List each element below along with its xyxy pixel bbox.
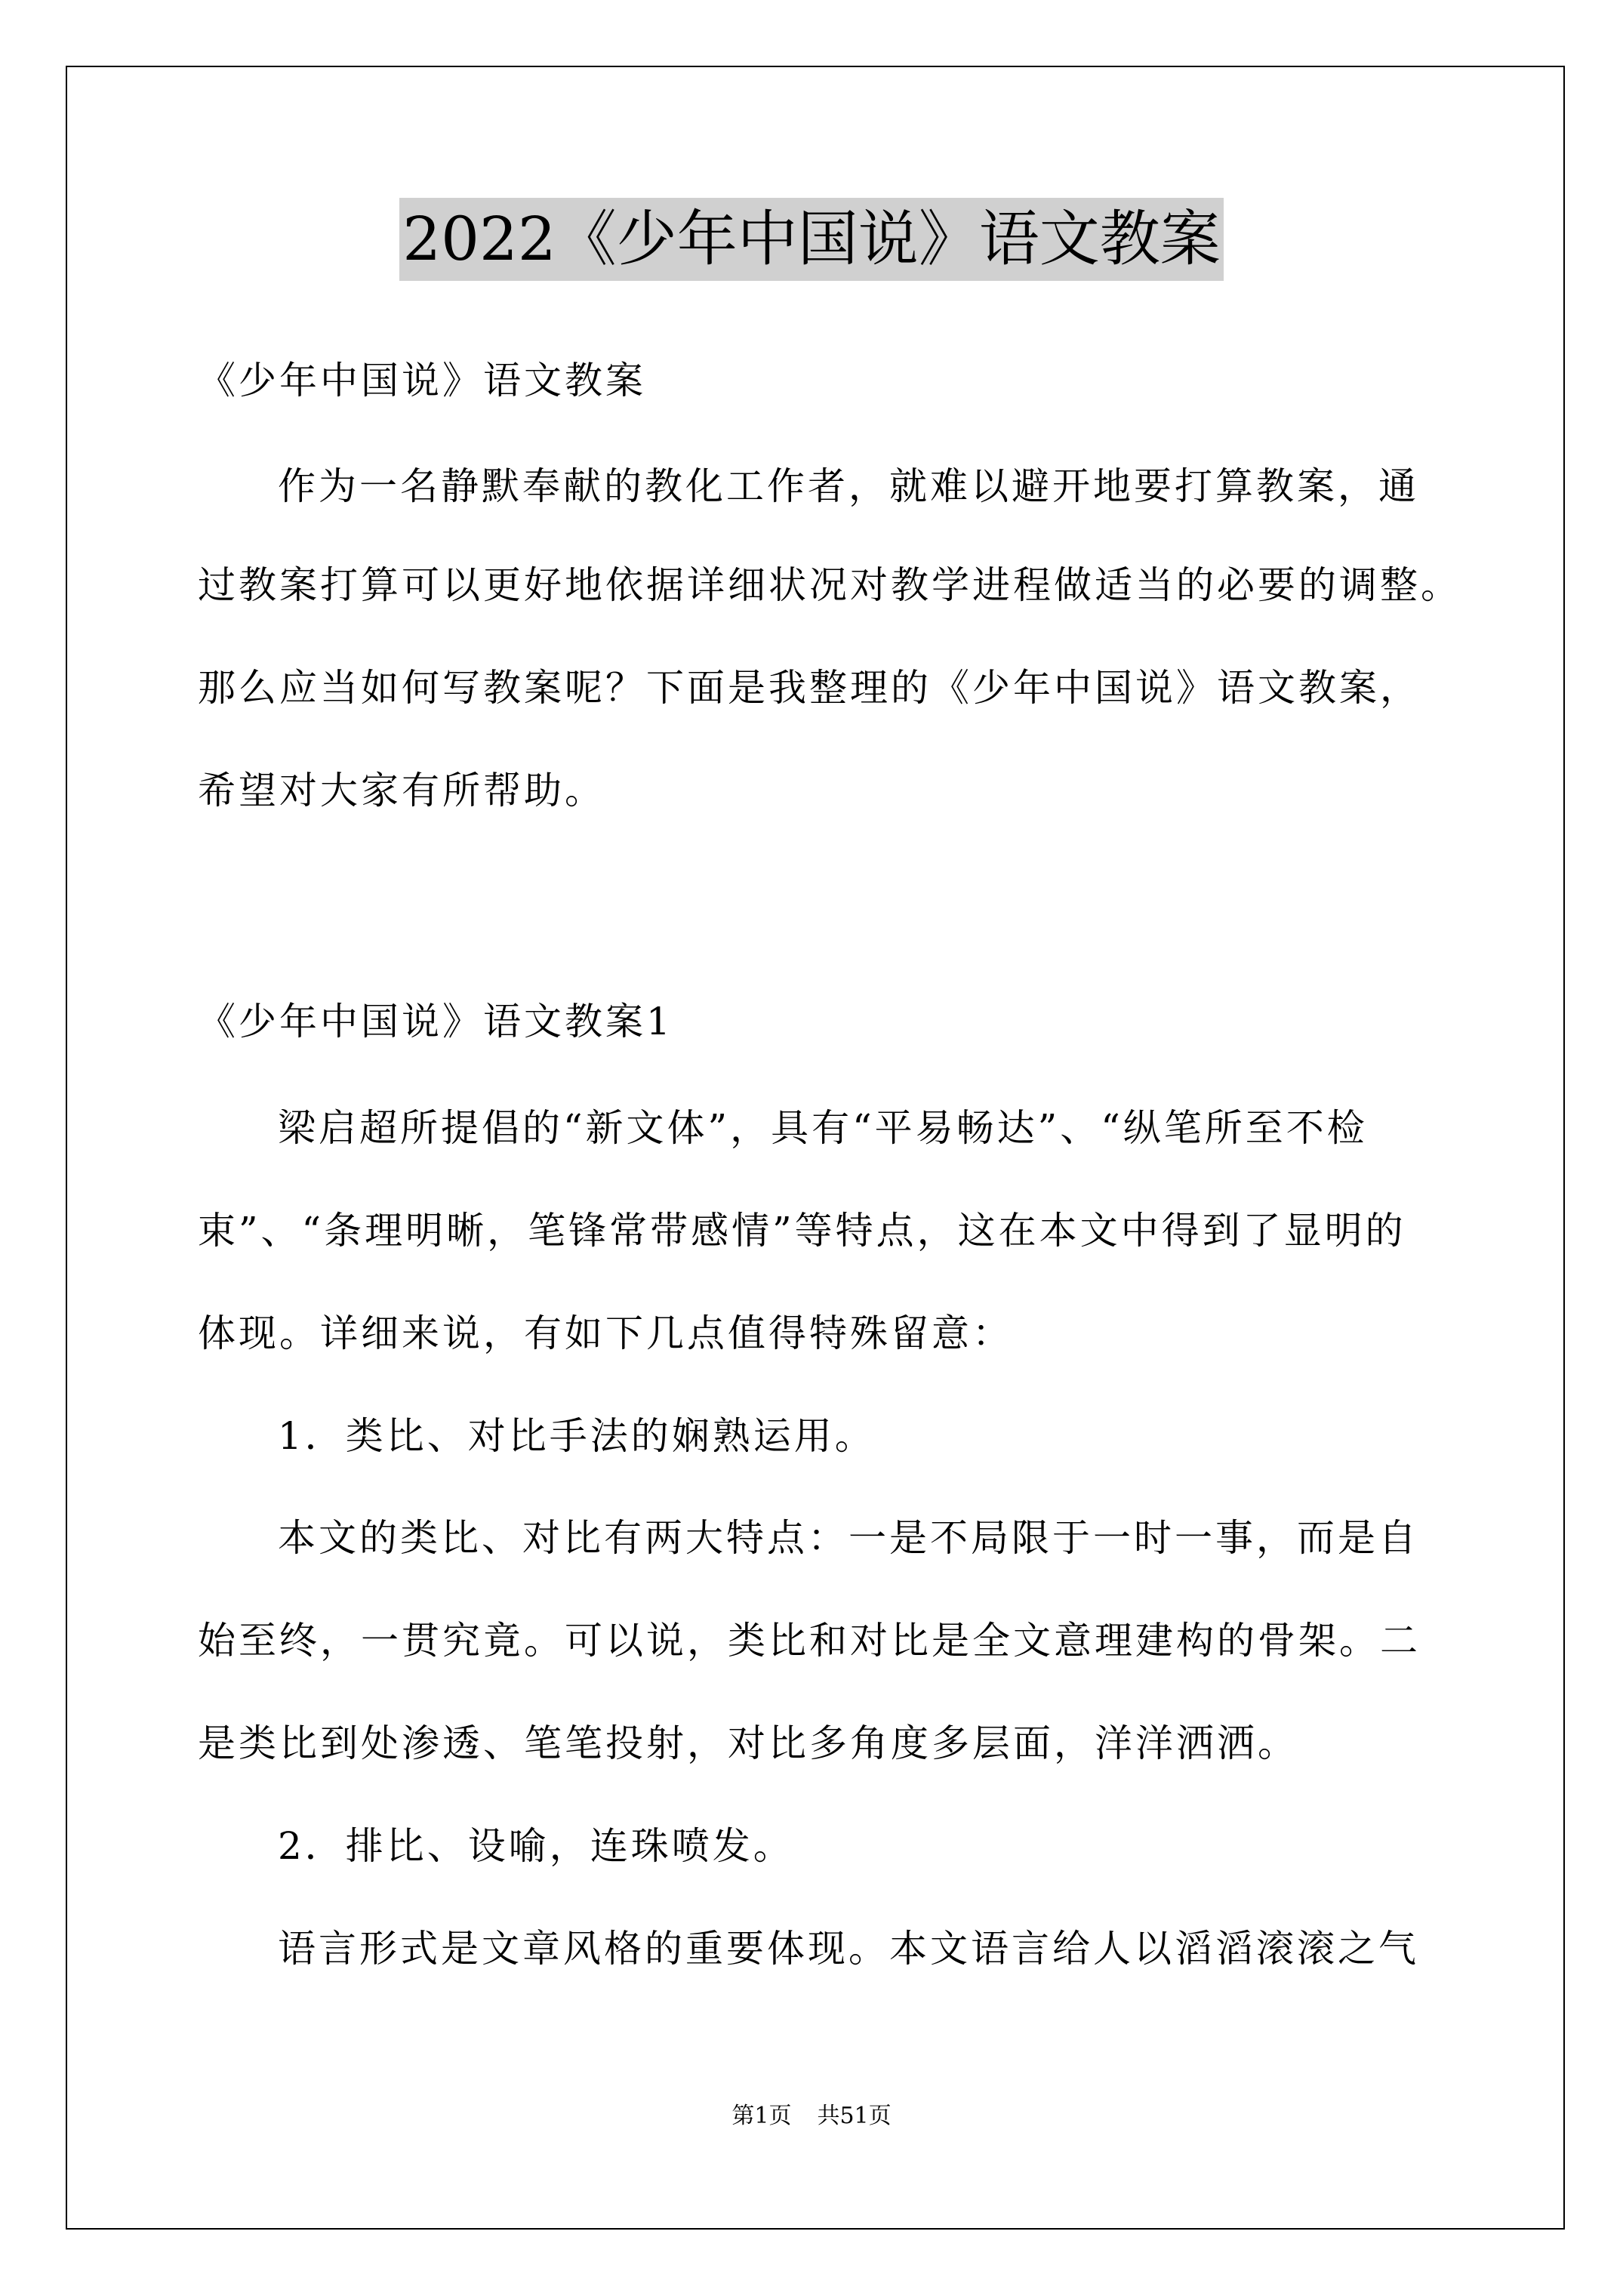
paragraph-line: 本文的类比、对比有两大特点：一是不局限于一时一事，而是自	[278, 1516, 1419, 1560]
paragraph-line: 过教案打算可以更好地依据详细状况对教学进程做适当的必要的调整。	[198, 563, 1461, 607]
title-container	[0, 198, 1623, 281]
list-item: 1．类比、对比手法的娴熟运用。	[278, 1414, 876, 1458]
page-number: 第1页	[731, 2103, 792, 2129]
paragraph-line: 梁启超所提倡的“新文体”，具有“平易畅达”、“纵笔所至不检	[278, 1106, 1368, 1150]
paragraph-line: 语言形式是文章风格的重要体现。本文语言给人以滔滔滚滚之气	[278, 1927, 1419, 1971]
paragraph-line: 始至终，一贯究竟。可以说，类比和对比是全文意理建构的骨架。二	[198, 1619, 1421, 1663]
page-total: 共51页	[817, 2103, 892, 2129]
page-footer	[0, 2101, 1623, 2131]
paragraph-line: 作为一名静默奉献的教化工作者，就难以避开地要打算教案，通	[278, 464, 1419, 508]
paragraph-line: 束”、“条理明晰，笔锋常带感情”等特点，这在本文中得到了显明的	[198, 1209, 1406, 1253]
list-item: 2．排比、设喻，连珠喷发。	[278, 1824, 794, 1868]
document-title: 2022《少年中国说》语文教案	[399, 198, 1224, 281]
paragraph-line: 那么应当如何写教案呢？下面是我整理的《少年中国说》语文教案，	[198, 666, 1421, 710]
paragraph-line: 是类比到处渗透、笔笔投射，对比多角度多层面，洋洋洒洒。	[198, 1721, 1298, 1765]
section-heading: 《少年中国说》语文教案1	[198, 1000, 673, 1043]
paragraph-line: 希望对大家有所帮助。	[198, 769, 605, 812]
section-heading: 《少年中国说》语文教案	[198, 359, 646, 402]
paragraph-line: 体现。详细来说，有如下几点值得特殊留意：	[198, 1311, 1013, 1355]
